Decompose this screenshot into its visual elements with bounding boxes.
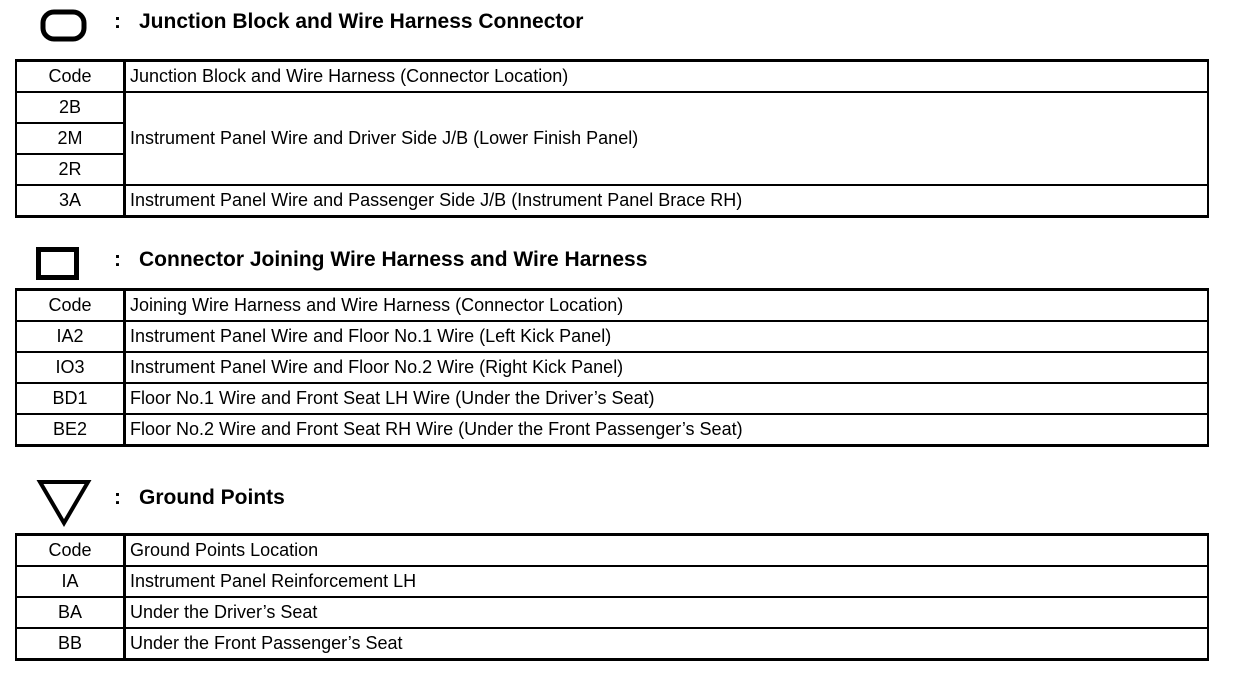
table-row	[16, 597, 1208, 628]
section-title: Connector Joining Wire Harness and Wire Harness	[139, 248, 648, 271]
code-cell: 2R	[16, 154, 125, 185]
heading-colon: :	[114, 10, 121, 33]
section-title: Ground Points	[139, 486, 285, 509]
heading-colon: :	[114, 486, 121, 509]
location-cell: Instrument Panel Reinforcement LH	[125, 566, 1209, 597]
table-row	[16, 566, 1208, 597]
code-header: Code	[16, 290, 125, 322]
code-cell: 2M	[16, 123, 125, 154]
code-cell: BD1	[16, 383, 125, 414]
location-cell: Floor No.1 Wire and Front Seat LH Wire (Under the Driver’s Seat)	[125, 383, 1209, 414]
junction-block-table	[15, 59, 1209, 218]
location-cell: Under the Driver’s Seat	[125, 597, 1209, 628]
code-cell: IA	[16, 566, 125, 597]
inverted-triangle-icon	[36, 478, 92, 528]
code-cell: BB	[16, 628, 125, 660]
section-heading-junction-block	[114, 10, 583, 34]
location-cell: Instrument Panel Wire and Floor No.2 Wire (Right Kick Panel)	[125, 352, 1209, 383]
code-cell: BA	[16, 597, 125, 628]
location-header: Ground Points Location	[125, 535, 1209, 567]
code-cell: 3A	[16, 185, 125, 217]
table-row	[16, 321, 1208, 352]
table-row	[16, 383, 1208, 414]
heading-colon: :	[114, 248, 121, 271]
table-row	[16, 414, 1208, 446]
location-header: Junction Block and Wire Harness (Connector Location)	[125, 61, 1209, 93]
connector-joining-table	[15, 288, 1209, 447]
table-row	[16, 628, 1208, 660]
ground-points-table	[15, 533, 1209, 661]
location-cell: Under the Front Passenger’s Seat	[125, 628, 1209, 660]
code-cell: IA2	[16, 321, 125, 352]
table-row	[16, 92, 1208, 123]
code-header: Code	[16, 61, 125, 93]
location-cell: Floor No.2 Wire and Front Seat RH Wire (Under the Front Passenger’s Seat)	[125, 414, 1209, 446]
location-cell: Instrument Panel Wire and Driver Side J/B (Lower Finish Panel)	[125, 92, 1209, 185]
rounded-rectangle-icon	[40, 9, 88, 43]
section-title: Junction Block and Wire Harness Connector	[139, 10, 584, 33]
square-icon	[36, 247, 80, 281]
section-heading-connector-joining	[114, 248, 647, 272]
table-header-row	[16, 290, 1208, 322]
code-cell: IO3	[16, 352, 125, 383]
table-row	[16, 185, 1208, 217]
table-row	[16, 352, 1208, 383]
location-cell: Instrument Panel Wire and Floor No.1 Wire (Left Kick Panel)	[125, 321, 1209, 352]
section-heading-ground-points	[114, 486, 285, 510]
location-cell: Instrument Panel Wire and Passenger Side J/B (Instrument Panel Brace RH)	[125, 185, 1209, 217]
code-cell: BE2	[16, 414, 125, 446]
location-header: Joining Wire Harness and Wire Harness (Connector Location)	[125, 290, 1209, 322]
table-header-row	[16, 61, 1208, 93]
code-cell: 2B	[16, 92, 125, 123]
table-header-row	[16, 535, 1208, 567]
code-header: Code	[16, 535, 125, 567]
